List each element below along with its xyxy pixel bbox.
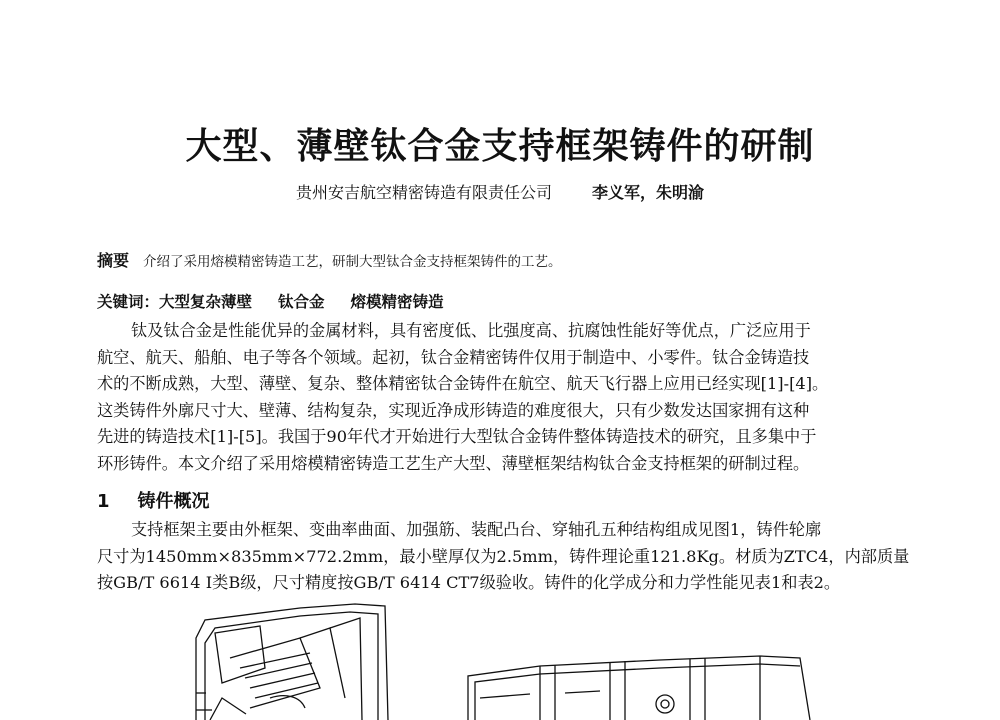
text-line: 航空、航天、船舶、电子等各个领域。起初，钛合金精密铸件仅用于制造中、小零件。钛合金铸造技 <box>97 347 810 367</box>
section-paragraph <box>97 517 910 597</box>
section-number: 1 <box>97 491 110 512</box>
keyword: 熔模精密铸造 <box>350 293 444 311</box>
text-line: 钛及钛合金是性能优异的金属材料，具有密度低、比强度高、抗腐蚀性能好等优点，广泛应用于 <box>131 321 811 340</box>
keywords-label: 关键词： <box>97 293 160 311</box>
text-line: 先进的铸造技术[1]-[5]。我国于90年代才开始进行大型钛合金铸件整体铸造技术的研究，且多集中于 <box>97 427 817 446</box>
abstract <box>97 248 562 271</box>
text-line: 术的不断成熟，大型、薄壁、复杂、整体精密钛合金铸件在航空、航天飞行器上应用已经实现[1]-[4]。 <box>97 374 829 393</box>
authors: 李义军，朱明渝 <box>592 183 705 202</box>
casting-figure <box>0 598 1000 720</box>
left-view-drawing <box>196 604 388 720</box>
intro-paragraph <box>97 318 897 477</box>
text-line: 支持框架主要由外框架、变曲率曲面、加强筋、装配凸台、穿轴孔五种结构组成见图1，铸件轮廓 <box>131 520 822 539</box>
abstract-text: 介绍了采用熔模精密铸造工艺，研制大型钛合金支持框架铸件的工艺。 <box>143 254 562 270</box>
right-view-drawing <box>468 656 810 720</box>
byline <box>0 180 1000 203</box>
keyword: 钛合金 <box>278 293 325 311</box>
text-line: 按GB/T 6614 I类B级，尺寸精度按GB/T 6414 CT7级验收。铸件的化学成分和力学性能见表1和表2。 <box>97 573 841 592</box>
keywords <box>97 290 470 312</box>
paper-title: 大型、薄壁钛合金支持框架铸件的研制 <box>185 126 815 167</box>
abstract-label: 摘要 <box>97 251 130 270</box>
section-heading <box>97 487 210 513</box>
text-line: 尺寸为1450mm×835mm×772.2mm，最小壁厚仅为2.5mm，铸件理论重121.8Kg。材质为ZTC4，内部质量 <box>97 546 910 566</box>
text-line: 这类铸件外廓尺寸大、壁薄、结构复杂，实现近净成形铸造的难度很大，只有少数发达国家拥有这种 <box>97 400 810 420</box>
keyword: 大型复杂薄壁 <box>159 293 253 311</box>
affiliation: 贵州安吉航空精密铸造有限责任公司 <box>295 183 552 202</box>
text-line: 环形铸件。本文介绍了采用熔模精密铸造工艺生产大型、薄壁框架结构钛合金支持框架的研制过程。 <box>97 453 810 473</box>
section-title: 铸件概况 <box>137 491 210 512</box>
